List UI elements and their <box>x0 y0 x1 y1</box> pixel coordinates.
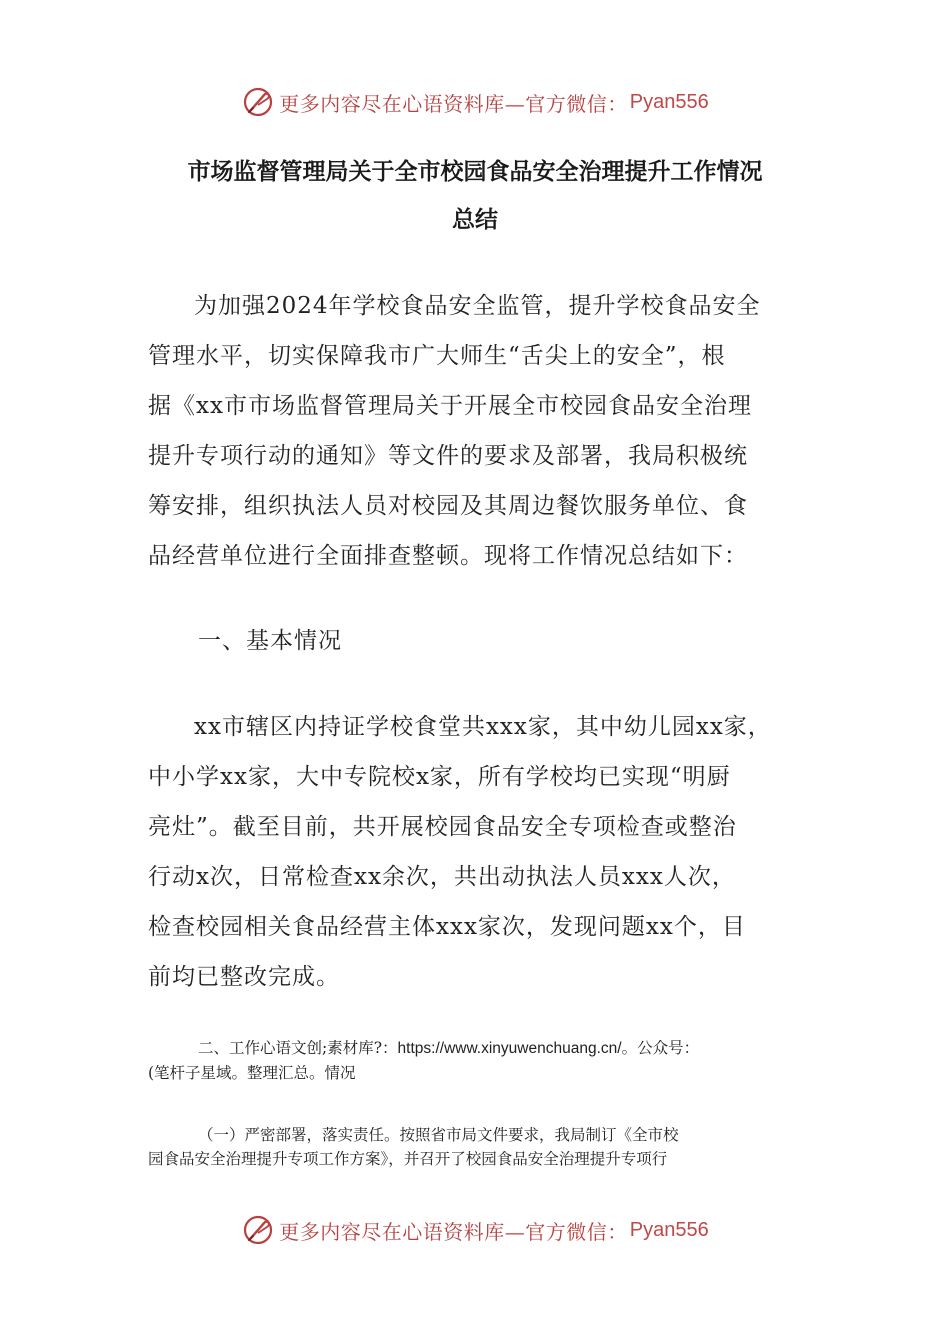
wechat-id: Pyan556 <box>629 90 709 113</box>
section-heading-basic <box>198 616 858 666</box>
paragraph-line: 前均已整改完成。 <box>148 964 340 990</box>
paragraph-line: xx市辖区内持证学校食堂共xxx家，其中幼儿园xx家， <box>194 714 772 740</box>
quill-logo-icon <box>241 1213 275 1247</box>
watermark-banner-bottom <box>0 1208 950 1252</box>
paragraph-line: 据《xx市市场监督管理局关于开展全市校园食品安全治理 <box>148 393 752 419</box>
basic-situation-paragraph <box>148 702 808 1002</box>
paragraph-line: 行动x次，日常检查xx余次，共出动执法人员xxx人次， <box>148 864 736 890</box>
paragraph-line: 亮灶”。截至目前，共开展校园食品安全专项检查或整治 <box>148 814 737 840</box>
paragraph-line: 园食品安全治理提升专项工作方案》，并召开了校园食品安全治理提升专项行 <box>148 1150 668 1168</box>
paragraph-line: 管理水平，切实保障我市广大师生“舌尖上的安全”，根 <box>148 343 726 369</box>
section-heading-text: 一、基本情况 <box>198 628 342 654</box>
resource-url-link[interactable]: https://www.xinyuwenchuang.cn/ <box>397 1040 622 1057</box>
paragraph-line: 品经营单位进行全面排查整顿。现将工作情况总结如下： <box>148 543 748 569</box>
document-title-continued: 总结 <box>452 207 498 233</box>
section-two-heading <box>148 1036 808 1085</box>
document-title: 市场监督管理局关于全市校园食品安全治理提升工作情况 <box>187 159 763 185</box>
watermark-text: 更多内容尽在心语资料库—官方微信： <box>279 91 628 116</box>
paragraph-line: （一）严密部署，落实责任。按照省市局文件要求，我局制订《全市校 <box>198 1126 679 1144</box>
paragraph-line: 检查校园相关食品经营主体xxx家次，发现问题xx个，目 <box>148 914 746 940</box>
section-two-prefix: 二、工作心语文创;素材库?： <box>198 1039 398 1057</box>
subsection-one-paragraph <box>148 1123 808 1171</box>
section-two-line-continued: (笔杆子星域。整理汇总。情况 <box>148 1064 356 1082</box>
section-two-line <box>148 1036 808 1061</box>
paragraph-line: 中小学xx家，大中专院校x家，所有学校均已实现“明厨 <box>148 764 731 790</box>
paragraph-line: 提升专项行动的通知》等文件的要求及部署，我局积极统 <box>148 443 748 469</box>
paragraph-line: 为加强2024年学校食品安全监管，提升学校食品安全 <box>194 293 761 319</box>
wechat-id: Pyan556 <box>629 1218 709 1241</box>
section-two-suffix: 。公众号： <box>621 1039 700 1057</box>
watermark-banner-top <box>0 80 950 124</box>
quill-logo-icon <box>241 85 275 119</box>
paragraph-line: 筹安排，组织执法人员对校园及其周边餐饮服务单位、食 <box>148 493 748 519</box>
watermark-text: 更多内容尽在心语资料库—官方微信： <box>279 1219 628 1244</box>
intro-paragraph <box>148 281 808 581</box>
